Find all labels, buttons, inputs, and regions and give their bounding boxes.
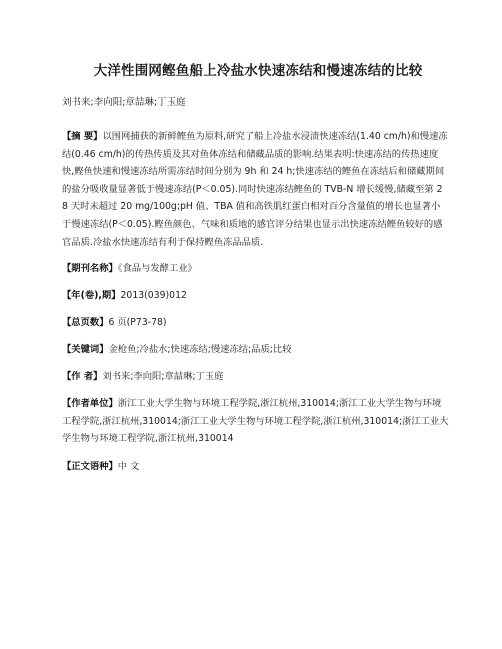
author-units-field bbox=[62, 395, 450, 448]
pages-value: 6 页(P73-78) bbox=[108, 317, 167, 329]
author-label: 【作 者】 bbox=[62, 371, 103, 383]
document-title: 大洋性围网鲣鱼船上冷盐水快速冻结和慢速冻结的比较 bbox=[93, 63, 423, 79]
year-issue-value: 2013(039)012 bbox=[120, 290, 187, 302]
keywords-value: 金枪鱼;冷盐水;快速冻结;慢速冻结;品质;比较 bbox=[108, 344, 292, 356]
year-issue-label: 【年(卷),期】 bbox=[62, 290, 121, 302]
year-issue-field bbox=[62, 287, 450, 305]
abstract-label: 【摘 要】 bbox=[62, 131, 103, 142]
pages-label: 【总页数】 bbox=[62, 317, 109, 329]
abstract-section bbox=[62, 128, 450, 251]
language-label: 【正文语种】 bbox=[62, 460, 118, 472]
pages-field bbox=[62, 314, 450, 332]
authors-line: 刘书来;李向阳;章喆琳;丁玉庭 bbox=[62, 97, 186, 108]
keywords-field bbox=[62, 341, 450, 359]
author-units-label: 【作者单位】 bbox=[62, 398, 118, 410]
journal-value: 《食品与发酵工业》 bbox=[117, 263, 197, 275]
author-value: 刘书来;李向阳;章喆琳;丁玉庭 bbox=[102, 371, 224, 383]
journal-label: 【期刊名称】 bbox=[62, 263, 118, 275]
author-units-value: 浙江工业大学生物与环境工程学院,浙江杭州,310014;浙江工业大学生物与环境工程学院,浙江杭州,310014;浙江工业大学生物与环境工程学院,浙江杭州,310014;浙江工业大学生物与环境工程学院,浙江杭州,310014 bbox=[62, 398, 449, 445]
abstract-text: 以围网捕获的新鲜鲣鱼为原料,研究了船上冷盐水浸渍快速冻结(1.40 cm/h)和慢速冻结(0.46 cm/h)的传热传质及其对鱼体冻结和储藏品质的影响.结果表明:快速冻结的传热速度快,鲣鱼快速和慢速冻结所需冻结时间分别为 9h 和 24 h;快速冻结的鲣鱼在冻结后和储藏期间的盐分吸收量显著低于慢速冻结(P＜0.05).同时快速冻结鲣鱼的 TVB-N 增长缓慢,储藏至第 28 天时未超过 20 mg/100g;pH 值、TBA 值和高铁肌红蛋白相对百分含量值的增长也显著小于慢速冻结(P＜0.05).鲣鱼颜色、气味和质地的感官评分结果也显示出快速冻结鲣鱼较好的感官品质.冷盐水快速冻结有利于保持鲣鱼冻品品质. bbox=[62, 131, 448, 248]
author-field bbox=[62, 368, 450, 386]
journal-field bbox=[62, 260, 450, 278]
language-value: 中 文 bbox=[117, 460, 140, 472]
keywords-label: 【关键词】 bbox=[62, 344, 109, 356]
language-field bbox=[62, 458, 450, 476]
